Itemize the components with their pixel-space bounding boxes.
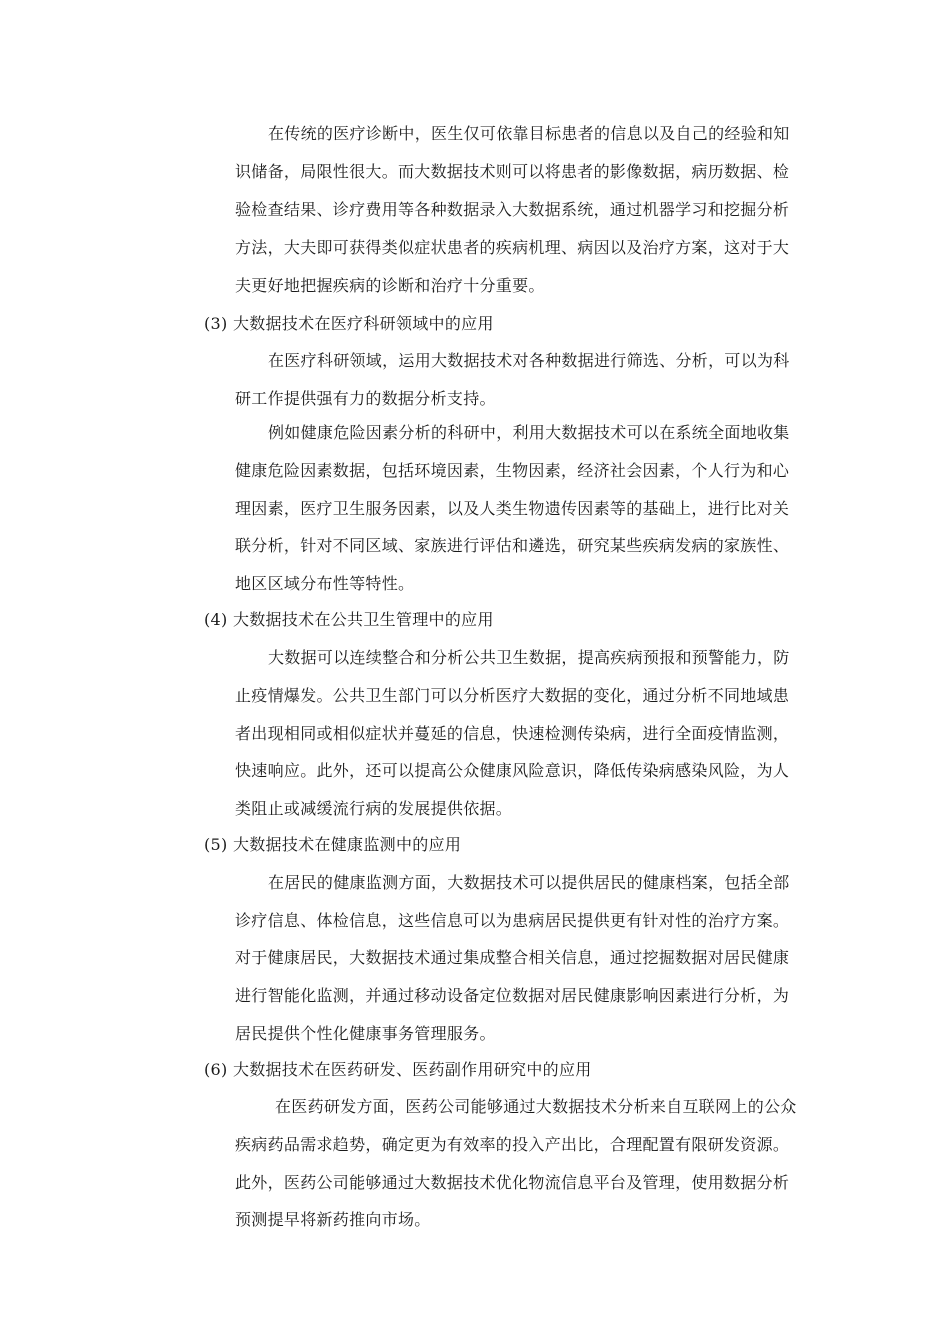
paragraph-line: 在医疗科研领域，运用大数据技术对各种数据进行筛选、分析，可以为科 (268, 351, 790, 370)
paragraph-line: 止疫情爆发。公共卫生部门可以分析医疗大数据的变化，通过分析不同地域患 (235, 686, 790, 705)
paragraph-line: 在居民的健康监测方面，大数据技术可以提供居民的健康档案，包括全部 (268, 873, 790, 892)
paragraph-line: 快速响应。此外，还可以提高公众健康风险意识，降低传染病感染风险，为人 (235, 761, 790, 780)
paragraph-line: 进行智能化监测，并通过移动设备定位数据对居民健康影响因素进行分析，为 (235, 986, 790, 1005)
paragraph-line: 研工作提供强有力的数据分析支持。 (235, 389, 496, 408)
paragraph-line: 疾病药品需求趋势，确定更为有效率的投入产出比，合理配置有限研发资源。 (235, 1135, 790, 1154)
section-heading-3: (3) 大数据技术在医疗科研领域中的应用 (204, 314, 494, 333)
section-heading-6: (6) 大数据技术在医药研发、医药副作用研究中的应用 (204, 1060, 592, 1079)
paragraph-line: 联分析，针对不同区域、家族进行评估和遴选，研究某些疾病发病的家族性、 (235, 536, 790, 555)
paragraph-line: 识储备，局限性很大。而大数据技术则可以将患者的影像数据，病历数据、检 (235, 162, 790, 181)
paragraph-line: 在传统的医疗诊断中，医生仅可依靠目标患者的信息以及自己的经验和知 (268, 124, 790, 143)
section-heading-5: (5) 大数据技术在健康监测中的应用 (204, 835, 462, 854)
paragraph-line: 地区区域分布性等特性。 (235, 574, 415, 593)
paragraph-line: 理因素，医疗卫生服务因素，以及人类生物遗传因素等的基础上，进行比对关 (235, 499, 790, 518)
paragraph-line: 大数据可以连续整合和分析公共卫生数据，提高疾病预报和预警能力，防 (268, 648, 790, 667)
paragraph-line: 健康危险因素数据，包括环境因素，生物因素，经济社会因素，个人行为和心 (235, 461, 790, 480)
paragraph-line: 在医药研发方面，医药公司能够通过大数据技术分析来自互联网上的公众 (275, 1097, 797, 1116)
paragraph-line: 者出现相同或相似症状并蔓延的信息，快速检测传染病，进行全面疫情监测， (235, 724, 790, 743)
paragraph-line: 对于健康居民，大数据技术通过集成整合相关信息，通过挖掘数据对居民健康 (235, 948, 790, 967)
paragraph-line: 方法，大夫即可获得类似症状患者的疾病机理、病因以及治疗方案，这对于大 (235, 238, 790, 257)
section-heading-4: (4) 大数据技术在公共卫生管理中的应用 (204, 610, 494, 629)
paragraph-line: 验检查结果、诊疗费用等各种数据录入大数据系统，通过机器学习和挖掘分析 (235, 200, 790, 219)
paragraph-line: 类阻止或减缓流行病的发展提供依据。 (235, 799, 513, 818)
paragraph-line: 夫更好地把握疾病的诊断和治疗十分重要。 (235, 276, 545, 295)
paragraph-line: 预测提早将新药推向市场。 (235, 1210, 431, 1229)
paragraph-line: 此外，医药公司能够通过大数据技术优化物流信息平台及管理，使用数据分析 (235, 1173, 790, 1192)
paragraph-line: 居民提供个性化健康事务管理服务。 (235, 1024, 496, 1043)
paragraph-line: 例如健康危险因素分析的科研中，利用大数据技术可以在系统全面地收集 (268, 423, 790, 442)
paragraph-line: 诊疗信息、体检信息，这些信息可以为患病居民提供更有针对性的治疗方案。 (235, 911, 790, 930)
